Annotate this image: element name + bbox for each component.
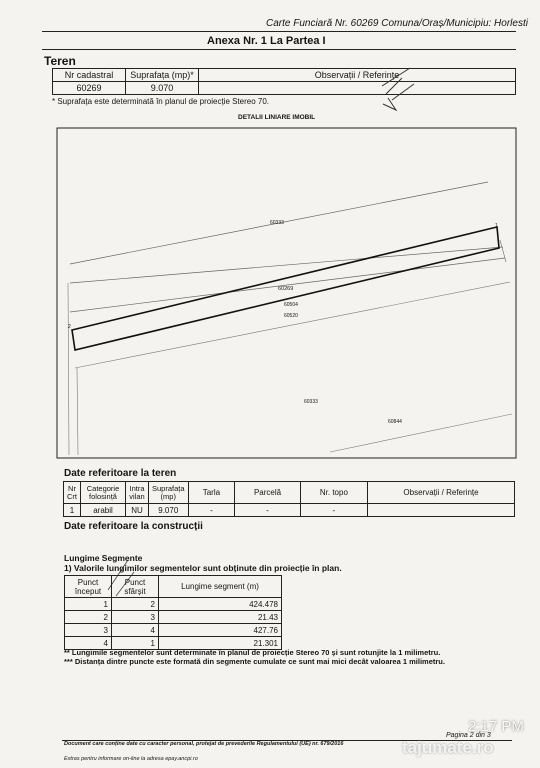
boundary-line: [68, 283, 69, 455]
cell-suprafata: 9.070: [149, 504, 189, 517]
anexa-title: Anexa Nr. 1 La Partea I: [207, 35, 326, 47]
extras-notice: Extras pentru informare on-line la adresa epay.ancpi.ro: [64, 756, 198, 762]
cell-topo: -: [300, 504, 367, 517]
hdr-nr-crt: Nr Crt: [64, 482, 81, 504]
watermark: tajumate.ro: [402, 738, 494, 757]
hdr-punct-sfarsit: Punct sfârșit: [112, 576, 159, 598]
plan-label: 60333: [304, 399, 318, 405]
seg-length: 427.76: [159, 624, 282, 637]
segmente-note-1: ** Lungimile segmentelor sunt determinate în planul de proiecție Stereo 70 și sunt rotunjite la 1 milimetru.: [64, 648, 441, 657]
cell-intravilan: NU: [126, 504, 149, 517]
signature-mark: [383, 98, 396, 110]
seg-length: 21.43: [159, 611, 282, 624]
plan-label: 60844: [388, 419, 402, 425]
boundary-line: [75, 282, 510, 368]
col-observatii: Observații / Referințe: [199, 69, 516, 82]
segmente-intro: 1) Valorile lungimilor segmentelor sunt obținute din proiecție în plan.: [64, 563, 342, 573]
time-stamp: 2:17 PM: [468, 718, 524, 735]
segmente-title: Lungime Segmente: [64, 553, 143, 563]
nr-cadastral-value: 60269: [53, 82, 126, 95]
segmente-table: [64, 575, 282, 650]
cf-header: Carte Funciară Nr. 60269 Comuna/Oraș/Municipiu: Horlesti: [266, 18, 528, 29]
hdr-topo: Nr. topo: [300, 482, 367, 504]
date-teren-table: [63, 481, 515, 517]
doc-notice: Document care conține date cu caracter personal, protejat de prevederile Regulamentului (UE) nr. 679/2016: [64, 741, 344, 747]
hdr-punct-inceput: Punct început: [65, 576, 112, 598]
seg-start: 3: [65, 624, 112, 637]
col-suprafata: Suprafața (mp)*: [126, 69, 199, 82]
point-label: 1: [495, 223, 498, 229]
plan-label: 60269: [278, 286, 294, 292]
seg-start: 2: [65, 611, 112, 624]
segmente-note-2: *** Distanța dintre puncte este formată din segmente cumulate ce sunt mai mici decât valoarea 1 milimetru.: [64, 657, 445, 666]
seg-end: 1: [112, 637, 159, 650]
hdr-lungime: Lungime segment (m): [159, 576, 282, 598]
cell-obs: [368, 504, 515, 517]
point-label: 2: [68, 324, 71, 330]
plan-frame: [57, 128, 516, 458]
plan-label: 60504: [284, 302, 298, 308]
plan-title: DETALII LINIARE IMOBIL: [238, 114, 316, 121]
hdr-suprafata: Suprafața (mp): [149, 482, 189, 504]
boundary-line: [330, 414, 512, 452]
plan-label: 60520: [284, 313, 298, 319]
seg-length: 21.301: [159, 637, 282, 650]
hdr-parcela: Parcelă: [235, 482, 301, 504]
suprafata-value: 9.070: [126, 82, 199, 95]
boundary-line: [77, 368, 78, 455]
hdr-tarla: Tarla: [188, 482, 235, 504]
seg-end: 3: [112, 611, 159, 624]
teren-title: Teren: [44, 54, 76, 68]
seg-end: 4: [112, 624, 159, 637]
cell-categorie: arabil: [81, 504, 126, 517]
hdr-categorie: Categorie folosință: [81, 482, 126, 504]
hdr-obs: Observații / Referințe: [368, 482, 515, 504]
signature-mark: [382, 68, 414, 100]
date-teren-title: Date referitoare la teren: [64, 468, 177, 479]
hdr-intravilan: Intra vilan: [126, 482, 149, 504]
page-number: Pagina 2 din 3: [446, 732, 491, 739]
seg-end: 2: [112, 598, 159, 611]
seg-length: 424.478: [159, 598, 282, 611]
cell-parcela: -: [235, 504, 301, 517]
col-nr-cadastral: Nr cadastral: [53, 69, 126, 82]
date-constructii-title: Date referitoare la construcții: [64, 521, 203, 532]
seg-start: 4: [65, 637, 112, 650]
cell-nr: 1: [64, 504, 81, 517]
seg-start: 1: [65, 598, 112, 611]
plan-label: 60333: [270, 220, 284, 226]
cell-tarla: -: [188, 504, 235, 517]
teren-note: * Suprafața este determinată în planul de proiecție Stereo 70.: [52, 97, 270, 106]
